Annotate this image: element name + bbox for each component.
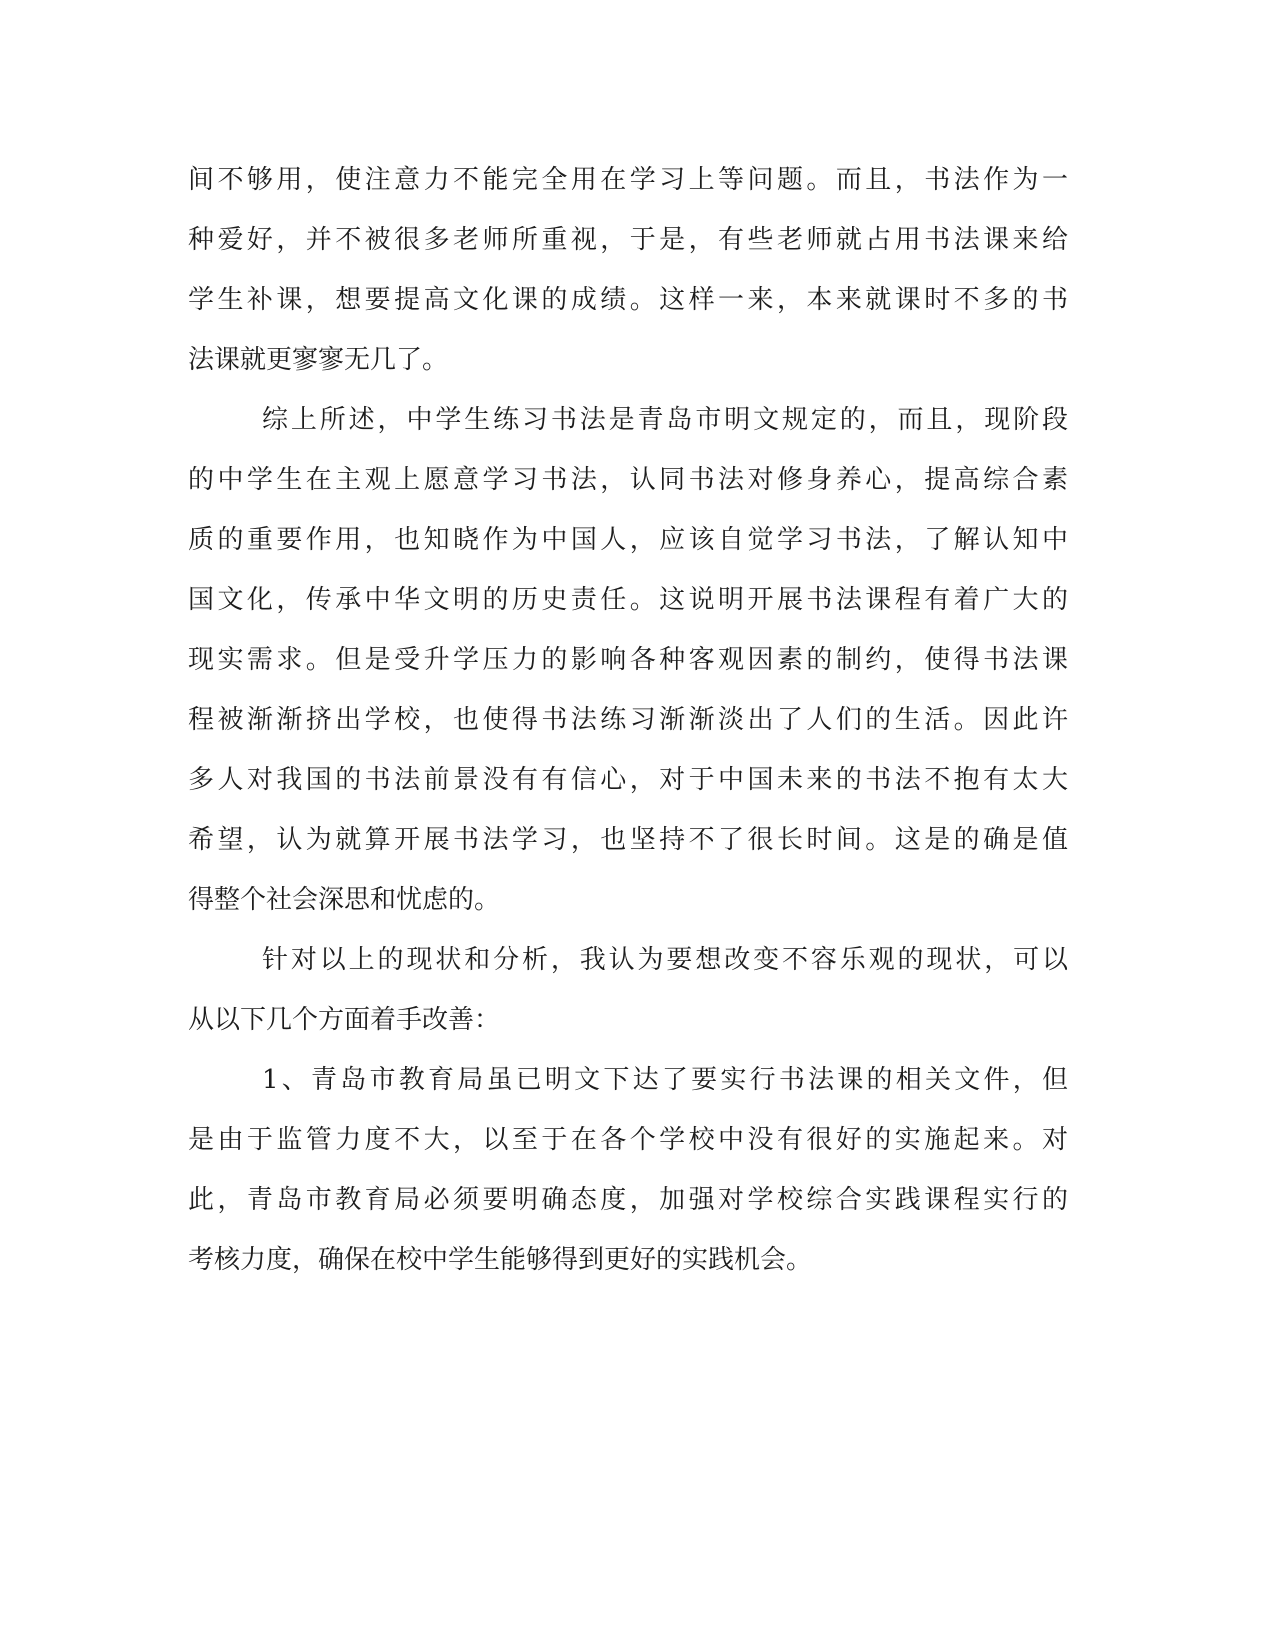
text-line: 是由于监管力度不大，以至于在各个学校中没有很好的实施起来。对 [188, 1125, 1068, 1155]
text-line: 考核力度，确保在校中学生能够得到更好的实践机会。 [188, 1245, 813, 1275]
text-line: 质的重要作用，也知晓作为中国人，应该自觉学习书法，了解认知中 [188, 525, 1068, 555]
text-line: 1、青岛市教育局虽已明文下达了要实行书法课的相关文件，但 [262, 1065, 1068, 1095]
text-line: 学生补课，想要提高文化课的成绩。这样一来，本来就课时不多的书 [188, 285, 1068, 315]
text-line: 的中学生在主观上愿意学习书法，认同书法对修身养心，提高综合素 [188, 465, 1068, 495]
text-line: 从以下几个方面着手改善： [188, 1005, 501, 1035]
paragraph-4 [188, 1050, 1068, 1290]
text-line: 法课就更寥寥无几了。 [188, 345, 449, 375]
text-line: 多人对我国的书法前景没有有信心，对于中国未来的书法不抱有太大 [188, 765, 1068, 795]
text-line: 程被渐渐挤出学校，也使得书法练习渐渐淡出了人们的生活。因此许 [188, 705, 1068, 735]
paragraph-2 [188, 390, 1068, 930]
text-line: 综上所述，中学生练习书法是青岛市明文规定的，而且，现阶段 [262, 405, 1068, 435]
text-line: 现实需求。但是受升学压力的影响各种客观因素的制约，使得书法课 [188, 645, 1068, 675]
text-line: 希望，认为就算开展书法学习，也坚持不了很长时间。这是的确是值 [188, 825, 1068, 855]
paragraph-3 [188, 930, 1068, 1050]
text-line: 此，青岛市教育局必须要明确态度，加强对学校综合实践课程实行的 [188, 1185, 1068, 1215]
text-line: 得整个社会深思和忧虑的。 [188, 885, 501, 915]
text-line: 国文化，传承中华文明的历史责任。这说明开展书法课程有着广大的 [188, 585, 1068, 615]
text-line: 针对以上的现状和分析，我认为要想改变不容乐观的现状，可以 [262, 945, 1068, 975]
text-line: 种爱好，并不被很多老师所重视，于是，有些老师就占用书法课来给 [188, 225, 1068, 255]
text-line: 间不够用，使注意力不能完全用在学习上等问题。而且，书法作为一 [188, 165, 1068, 195]
document-body [188, 150, 1068, 1290]
paragraph-1 [188, 150, 1068, 390]
